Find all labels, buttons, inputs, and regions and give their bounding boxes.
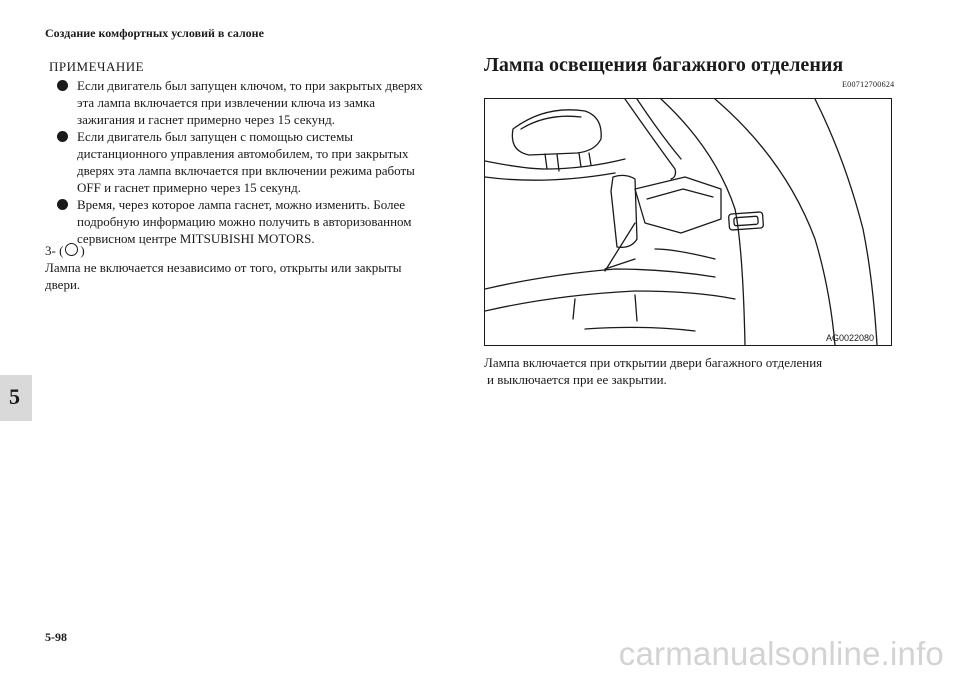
figure-label: AG0022080	[826, 333, 875, 343]
chapter-number: 5	[9, 384, 20, 409]
watermark: carmanualsonline.info	[618, 635, 944, 672]
note-bullet-item	[49, 77, 459, 128]
section-title: Лампа освещения багажного отделения	[484, 54, 844, 76]
bullet-line: Если двигатель был запущен с помощью системы	[77, 129, 354, 144]
bullet-line: OFF и гаснет примерно через 15 секунд.	[77, 180, 301, 195]
position-3-text-line: Лампа не включается независимо от того, открыты или закрыты	[45, 260, 402, 275]
cargo-area-drawing	[485, 99, 891, 345]
circle-icon	[65, 243, 78, 256]
note-heading: ПРИМЕЧАНИЕ	[49, 59, 145, 74]
note-bullet-item	[49, 196, 459, 247]
bullet-line: дверях эта лампа включается при включении режима работы	[77, 163, 415, 178]
bullet-icon	[57, 199, 68, 210]
note-bullet-list	[49, 77, 459, 247]
position-3-block	[45, 242, 455, 293]
luggage-lamp-illustration	[484, 98, 892, 346]
bullet-icon	[57, 131, 68, 142]
position-3-suffix: )	[80, 243, 85, 258]
caption-line: Лампа включается при открытии двери багажного отделения	[484, 355, 823, 370]
bullet-line: подробную информацию можно получить в авторизованном	[77, 214, 412, 229]
bullet-line: эта лампа включается при извлечении ключа из замка	[77, 95, 376, 110]
page-number: 5-98	[45, 630, 67, 644]
section-code: E00712700624	[842, 80, 895, 89]
bullet-line: сервисном центре MITSUBISHI MOTORS.	[77, 231, 315, 246]
position-3-heading	[45, 242, 455, 259]
page-header-title: Создание комфортных условий в салоне	[45, 26, 264, 40]
bullet-line: Время, через которое лампа гаснет, можно изменить. Более	[77, 197, 406, 212]
figure-caption	[484, 354, 904, 388]
note-bullet-item	[49, 128, 459, 196]
bullet-icon	[57, 80, 68, 91]
bullet-line: Если двигатель был запущен ключом, то при закрытых дверях	[77, 78, 423, 93]
position-3-text-line: двери.	[45, 277, 81, 292]
caption-line: и выключается при ее закрытии.	[487, 372, 667, 387]
bullet-line: дистанционного управления автомобилем, то при закрытых	[77, 146, 409, 161]
bullet-line: зажигания и гаснет примерно через 15 секунд.	[77, 112, 335, 127]
position-3-prefix: 3- (	[45, 243, 64, 258]
